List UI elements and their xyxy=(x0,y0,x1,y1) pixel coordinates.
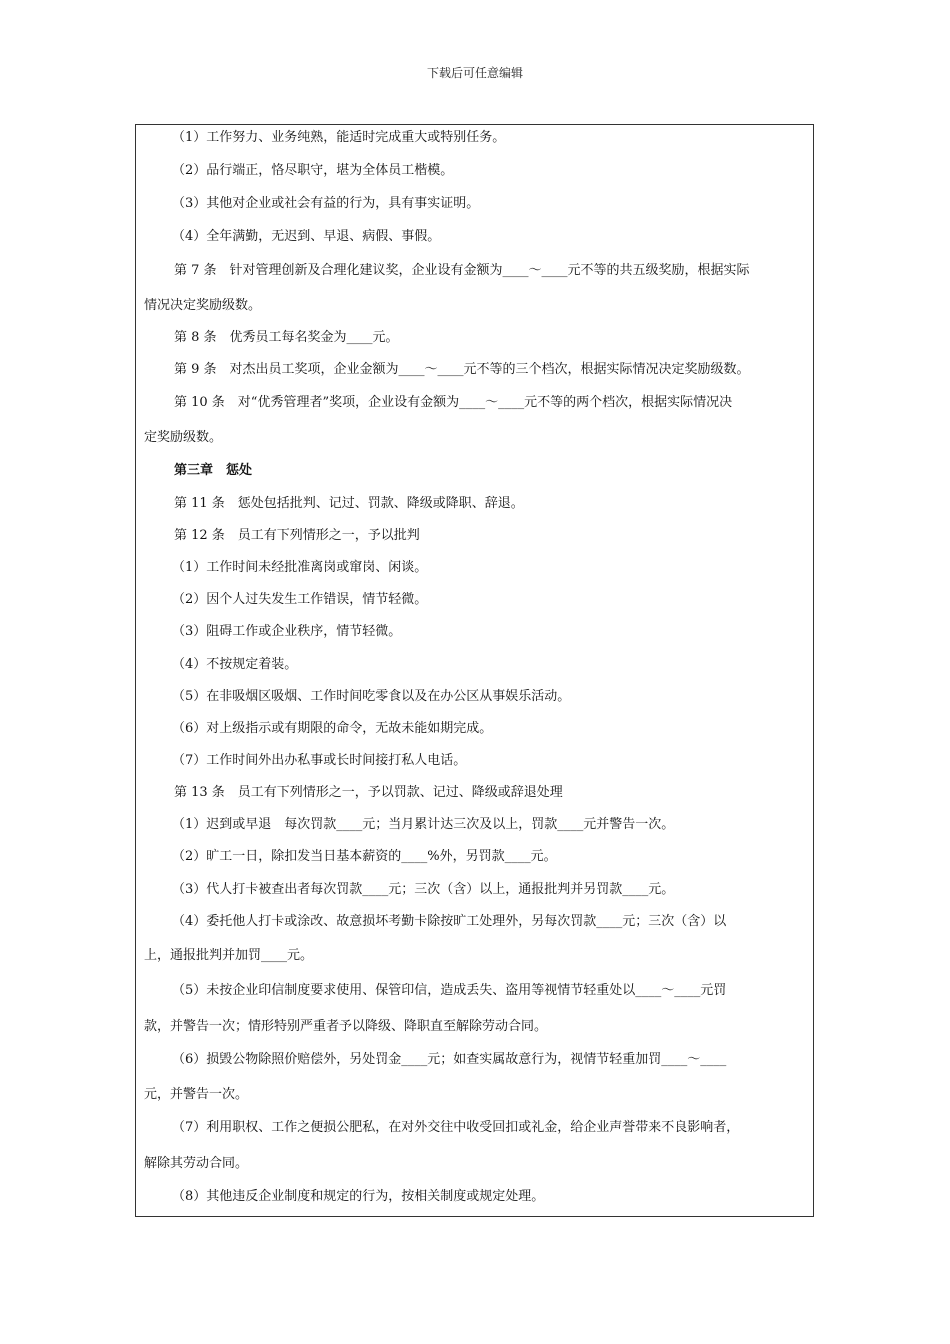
text-line: （3）其他对企业或社会有益的行为，具有事实证明。 xyxy=(172,196,480,211)
text-line: 款，并警告一次；情形特别严重者予以降级、降职直至解除劳动合同。 xyxy=(144,1019,548,1034)
text-line: 第 8 条 优秀员工每名奖金为____元。 xyxy=(174,330,399,345)
text-line: （8）其他违反企业制度和规定的行为，按相关制度或规定处理。 xyxy=(172,1189,545,1204)
text-line: 第 13 条 员工有下列情形之一，予以罚款、记过、降级或辞退处理 xyxy=(174,785,563,800)
text-line: （5）未按企业印信制度要求使用、保管印信，造成丢失、盗用等视情节轻重处以____～____元罚 xyxy=(172,983,727,998)
text-line: 第 10 条 对“优秀管理者”奖项，企业设有金额为____～____元不等的两个档次，根据实际情况决 xyxy=(174,395,733,410)
text-line: 定奖励级数。 xyxy=(144,430,223,445)
text-line: （4）不按规定着装。 xyxy=(172,657,298,672)
text-line: （5）在非吸烟区吸烟、工作时间吃零食以及在办公区从事娱乐活动。 xyxy=(172,689,571,704)
text-line: （4）全年满勤，无迟到、早退、病假、事假。 xyxy=(172,229,441,244)
text-line: （2）品行端正，恪尽职守，堪为全体员工楷模。 xyxy=(172,163,454,178)
text-line: （6）损毁公物除照价赔偿外，另处罚金____元；如查实属故意行为，视情节轻重加罚____～____ xyxy=(172,1052,727,1067)
text-line: （1）工作时间未经批准离岗或窜岗、闲谈。 xyxy=(172,560,428,575)
text-line: （1）工作努力、业务纯熟，能适时完成重大或特别任务。 xyxy=(172,130,506,145)
text-line: 上，通报批判并加罚____元。 xyxy=(144,948,314,963)
text-line: 元，并警告一次。 xyxy=(144,1087,249,1102)
text-line: （1）迟到或早退 每次罚款____元；当月累计达三次及以上，罚款____元并警告一次。 xyxy=(172,817,675,832)
document-frame xyxy=(135,124,814,1217)
text-line: 第 12 条 员工有下列情形之一，予以批判 xyxy=(174,528,420,543)
page-header-note: 下载后可任意编辑 xyxy=(426,66,523,80)
text-line: （3）阻碍工作或企业秩序，情节轻微。 xyxy=(172,624,402,639)
text-line: 第 9 条 对杰出员工奖项，企业金额为____～____元不等的三个档次，根据实际情况决定奖励级数。 xyxy=(174,362,750,377)
text-line: （7）工作时间外出办私事或长时间接打私人电话。 xyxy=(172,753,467,768)
text-line: （2）旷工一日，除扣发当日基本薪资的____%外，另罚款____元。 xyxy=(172,849,557,864)
text-line: （3）代人打卡被查出者每次罚款____元；三次（含）以上，通报批判并另罚款____元。 xyxy=(172,882,675,897)
text-line: 第 7 条 针对管理创新及合理化建议奖，企业设有金额为____～____元不等的共五级奖励，根据实际 xyxy=(174,263,750,278)
chapter-heading: 第三章 惩处 xyxy=(174,463,253,478)
text-line: 第 11 条 惩处包括批判、记过、罚款、降级或降职、辞退。 xyxy=(174,496,524,511)
text-line: （7）利用职权、工作之便损公肥私，在对外交往中收受回扣或礼金，给企业声誉带来不良影响者， xyxy=(172,1120,740,1135)
text-line: 解除其劳动合同。 xyxy=(144,1156,249,1171)
text-line: 情况决定奖励级数。 xyxy=(144,298,262,313)
text-line: （4）委托他人打卡或涂改、故意损坏考勤卡除按旷工处理外，另每次罚款____元；三次（含）以 xyxy=(172,914,727,929)
text-line: （6）对上级指示或有期限的命令，无故未能如期完成。 xyxy=(172,721,493,736)
text-line: （2）因个人过失发生工作错误，情节轻微。 xyxy=(172,592,428,607)
